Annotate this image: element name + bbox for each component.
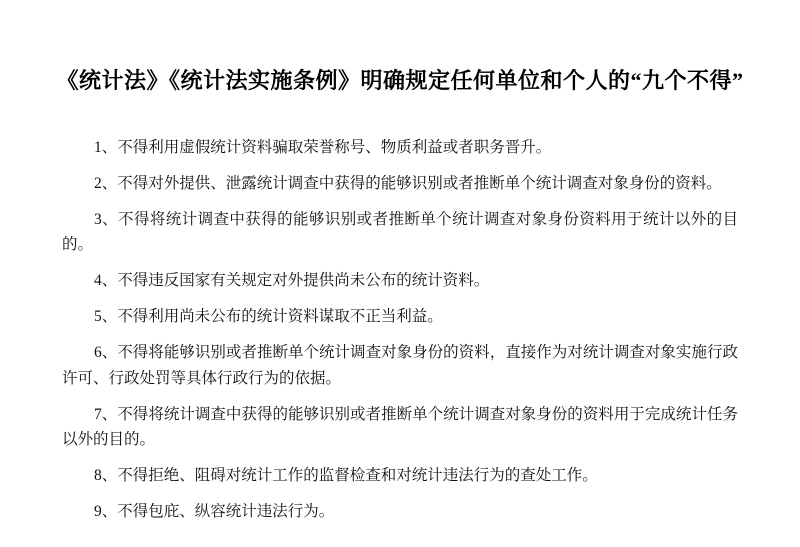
list-item: 6、不得将能够识别或者推断单个统计调查对象身份的资料，直接作为对统计调查对象实施行政许可、行政处罚等具体行政行为的依据。 xyxy=(62,344,738,387)
list-item: 9、不得包庇、纵容统计违法行为。 xyxy=(94,503,335,520)
list-item: 5、不得利用尚未公布的统计资料谋取不正当利益。 xyxy=(94,308,443,326)
list-item: 2、不得对外提供、泄露统计调查中获得的能够识别或者推断单个统计调查对象身份的资料。 xyxy=(94,174,722,192)
list-item: 8、不得拒绝、阻碍对统计工作的监督检查和对统计违法行为的查处工作。 xyxy=(94,466,598,484)
page-title: 《统计法》《统计法实施条例》明确规定任何单位和个人的“九个不得” xyxy=(56,68,744,93)
list-item: 1、不得利用虚假统计资料骗取荣誉称号、物质利益或者职务晋升。 xyxy=(94,138,552,156)
list-item: 7、不得将统计调查中获得的能够识别或者推断单个统计调查对象身份的资料用于完成统计任务以外的目的。 xyxy=(62,405,738,448)
clause-list xyxy=(0,97,800,524)
list-item: 4、不得违反国家有关规定对外提供尚未公布的统计资料。 xyxy=(94,272,490,290)
list-item: 3、不得将统计调查中获得的能够识别或者推断单个统计调查对象身份资料用于统计以外的目的。 xyxy=(62,211,738,254)
